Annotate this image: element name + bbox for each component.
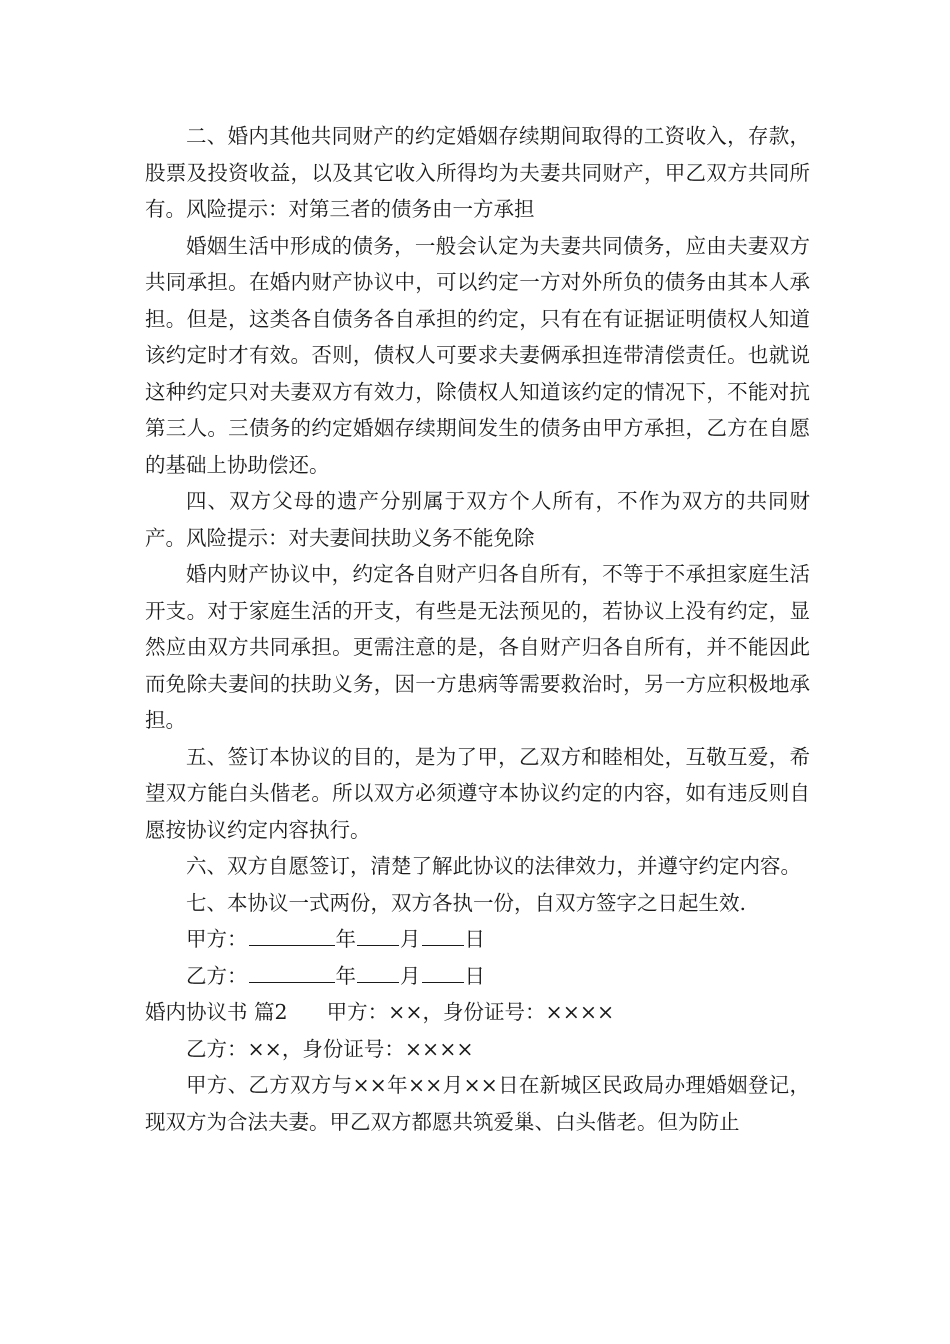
day-blank — [422, 960, 464, 983]
year-label: 年 — [335, 963, 356, 988]
party-b-info: 乙方：××，身份证号：×××× — [186, 1036, 474, 1061]
month-blank — [357, 923, 399, 946]
support-duty-paragraph: 婚内财产协议中，约定各自财产归各自所有，不等于不承担家庭生活开支。对于家庭生活的开支，有些是无法预见的，若协议上没有约定，显然应由双方共同承担。更需注意的是，各自财产归各自所有，并不能因此而免除夫妻间的扶助义务，因一方患病等需要救治时，另一方应积极地承担。 — [145, 562, 810, 732]
section-two-heading-line — [145, 994, 810, 1031]
party-b-signature-line — [145, 958, 810, 995]
day-label: 日 — [464, 963, 485, 988]
document-page — [145, 118, 810, 1140]
debt-explanation-paragraph: 婚姻生活中形成的债务，一般会认定为夫妻共同债务，应由夫妻双方共同承担。在婚内财产协议中，可以约定一方对外所负的债务由其本人承担。但是，这类各自债务各自承担的约定，只有在有证据证明债权人知道该约定时才有效。否则，债权人可要求夫妻俩承担连带清偿责任。也就说这种约定只对夫妻双方有效力，除债权人知道该约定的情况下，不能对抗第三人。三债务的约定婚姻存续期间发生的债务由甲方承担，乙方在自愿的基础上协助偿还。 — [145, 233, 810, 477]
party-a-signature-line — [145, 921, 810, 958]
month-blank — [357, 960, 399, 983]
day-blank — [422, 923, 464, 946]
month-label: 月 — [400, 927, 421, 951]
clause-five-paragraph: 五、签订本协议的目的，是为了甲，乙双方和睦相处，互敬互爱，希望双方能白头偕老。所以双方必须遵守本协议约定的内容，如有违反则自愿按协议约定内容执行。 — [145, 744, 810, 842]
clause-seven-paragraph: 七、本协议一式两份，双方各执一份，自双方签字之日起生效. — [186, 890, 747, 915]
month-label: 月 — [400, 963, 421, 988]
day-label: 日 — [464, 927, 485, 951]
clause-six-paragraph: 六、双方自愿签订，清楚了解此协议的法律效力，并遵守约定内容。 — [186, 854, 801, 878]
section-two-heading: 婚内协议书 篇2 — [145, 1000, 288, 1024]
signature-blank — [249, 960, 335, 983]
signature-blank — [249, 923, 335, 946]
clause-two-paragraph: 二、婚内其他共同财产的约定婚姻存续期间取得的工资收入，存款，股票及投资收益，以及其它收入所得均为夫妻共同财产，甲乙双方共同所有。风险提示：对第三者的债务由一方承担 — [145, 124, 810, 221]
party-a-label: 甲方： — [186, 927, 248, 951]
clause-four-paragraph: 四、双方父母的遗产分别属于双方个人所有，不作为双方的共同财产。风险提示：对夫妻间扶助义务不能免除 — [145, 489, 810, 550]
section-two-intro-paragraph: 甲方、乙方双方与××年××月××日在新城区民政局办理婚姻登记，现双方为合法夫妻。甲乙双方都愿共筑爱巢、白头偕老。但为防止 — [145, 1073, 810, 1134]
party-a-info: 甲方：××，身份证号：×××× — [326, 1000, 615, 1024]
year-label: 年 — [335, 927, 356, 951]
party-b-label: 乙方： — [186, 963, 248, 988]
